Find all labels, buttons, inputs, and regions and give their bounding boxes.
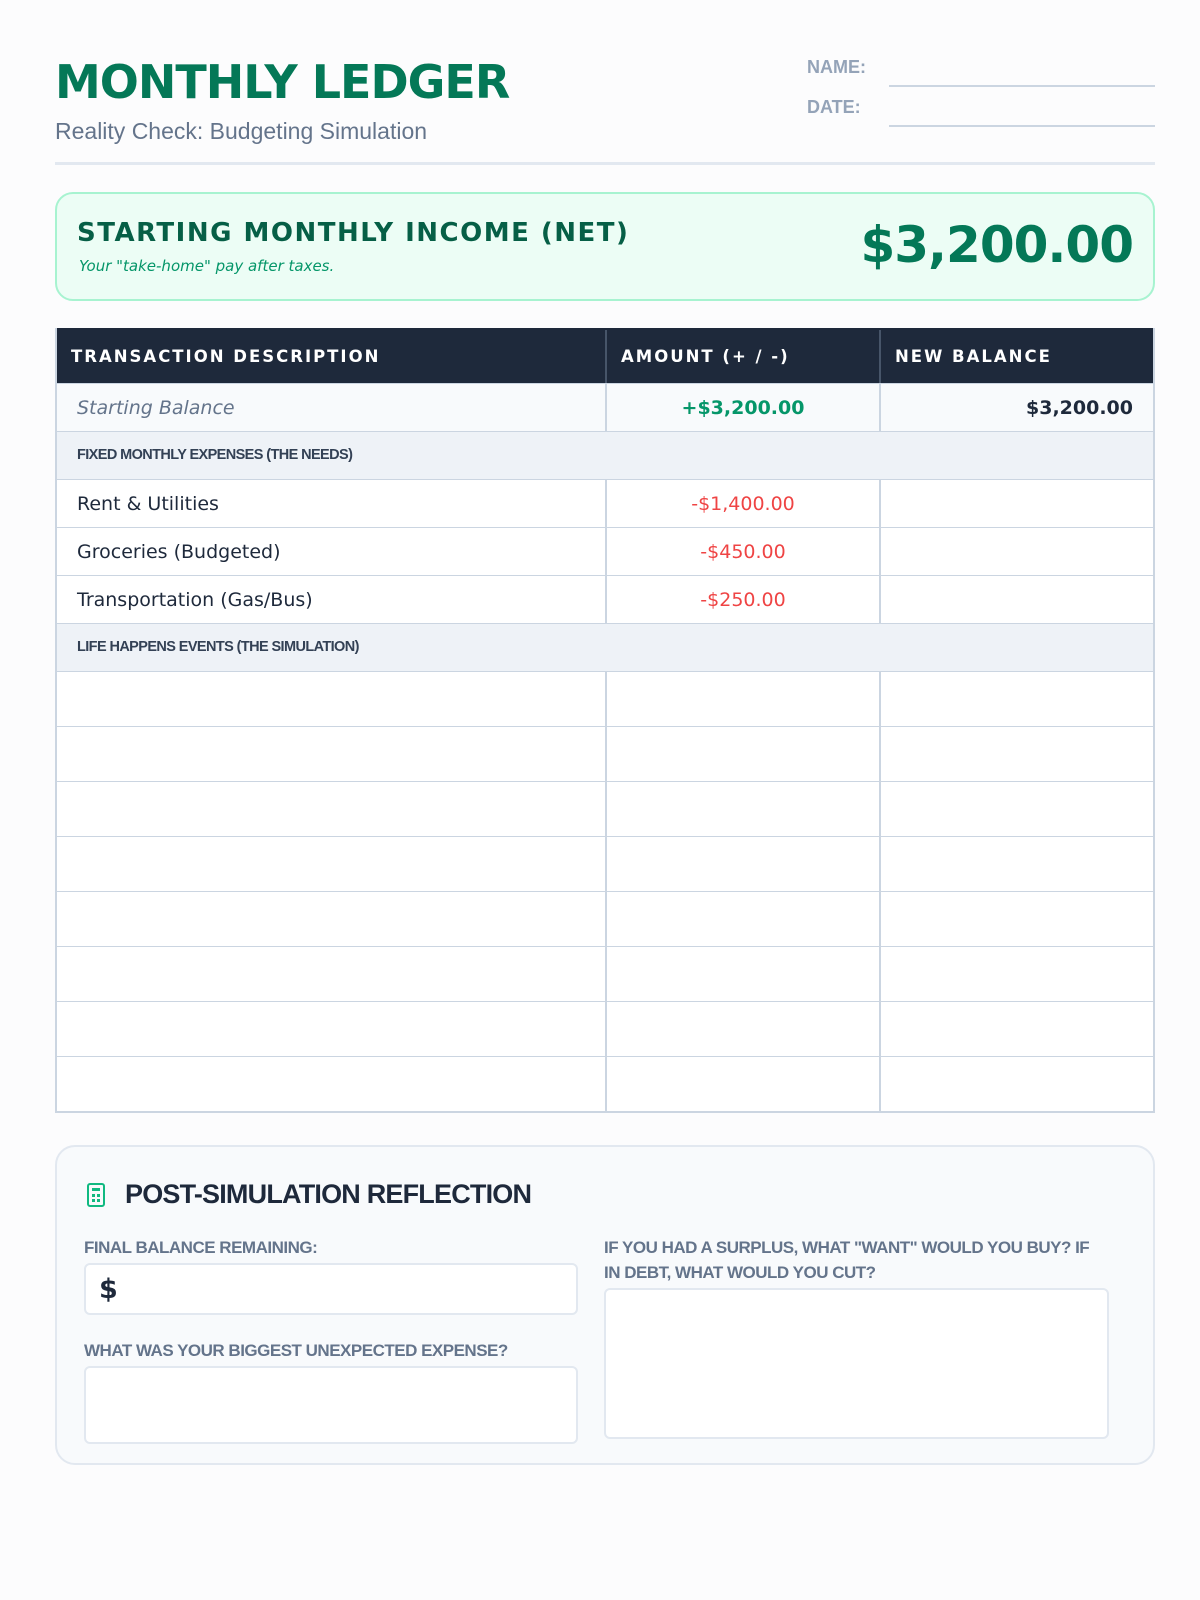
blank-amount-cell[interactable]	[607, 837, 881, 891]
ledger-table	[55, 328, 1155, 1113]
dollar-sign: $	[99, 1274, 118, 1305]
final-balance-input[interactable]	[84, 1263, 578, 1315]
income-subtitle: Your "take-home" pay after taxes.	[79, 257, 335, 275]
starting-description: Starting Balance	[57, 384, 607, 431]
table-row	[57, 479, 1153, 527]
blank-row	[57, 671, 1153, 726]
blank-amount-cell[interactable]	[607, 1002, 881, 1056]
section-label: FIXED MONTHLY EXPENSES (THE NEEDS)	[77, 447, 353, 463]
blank-row	[57, 781, 1153, 836]
section-life-events	[57, 623, 1153, 671]
date-field	[807, 97, 1155, 127]
blank-balance-cell[interactable]	[881, 892, 1153, 946]
column-header-balance: NEW BALANCE	[895, 347, 1052, 366]
blank-amount-cell[interactable]	[607, 782, 881, 836]
column-header-amount: AMOUNT (+ / -)	[607, 330, 881, 383]
income-amount: $3,200.00	[860, 216, 1133, 274]
blank-description-cell[interactable]	[57, 1002, 607, 1056]
page-subtitle: Reality Check: Budgeting Simulation	[55, 118, 428, 144]
page-title: MONTHLY LEDGER	[55, 55, 510, 109]
final-balance-label: FINAL BALANCE REMAINING:	[84, 1238, 318, 1257]
blank-balance-cell[interactable]	[881, 727, 1153, 781]
blank-description-cell[interactable]	[57, 672, 607, 726]
blank-row	[57, 946, 1153, 1001]
income-card	[55, 192, 1155, 301]
blank-amount-cell[interactable]	[607, 947, 881, 1001]
blank-balance-cell[interactable]	[881, 1057, 1153, 1111]
blank-row	[57, 726, 1153, 781]
reflection-title: POST-SIMULATION REFLECTION	[125, 1179, 532, 1209]
table-row	[57, 527, 1153, 575]
row-amount: -$250.00	[607, 576, 881, 623]
blank-description-cell[interactable]	[57, 1057, 607, 1111]
blank-description-cell[interactable]	[57, 782, 607, 836]
name-field	[807, 57, 1155, 87]
blank-amount-cell[interactable]	[607, 727, 881, 781]
blank-balance-cell[interactable]	[881, 672, 1153, 726]
blank-row	[57, 891, 1153, 946]
table-row-starting-balance	[57, 383, 1153, 431]
blank-description-cell[interactable]	[57, 892, 607, 946]
biggest-expense-input[interactable]	[84, 1366, 578, 1444]
blank-amount-cell[interactable]	[607, 672, 881, 726]
biggest-expense-label: WHAT WAS YOUR BIGGEST UNEXPECTED EXPENSE?	[84, 1341, 508, 1360]
section-fixed-expenses	[57, 431, 1153, 479]
blank-description-cell[interactable]	[57, 837, 607, 891]
row-balance-cell[interactable]	[881, 480, 1153, 527]
row-description: Transportation (Gas/Bus)	[57, 576, 607, 623]
table-row	[57, 575, 1153, 623]
row-balance-cell[interactable]	[881, 528, 1153, 575]
surplus-answer-input[interactable]	[604, 1288, 1109, 1439]
name-label: NAME:	[807, 57, 866, 77]
blank-description-cell[interactable]	[57, 727, 607, 781]
blank-description-cell[interactable]	[57, 947, 607, 1001]
blank-balance-cell[interactable]	[881, 1002, 1153, 1056]
blank-balance-cell[interactable]	[881, 782, 1153, 836]
date-label: DATE:	[807, 97, 861, 117]
row-amount: -$1,400.00	[607, 480, 881, 527]
page-header	[55, 55, 1155, 165]
blank-row	[57, 1056, 1153, 1111]
starting-balance: $3,200.00	[1026, 396, 1133, 419]
row-description: Rent & Utilities	[57, 480, 607, 527]
date-line[interactable]	[889, 99, 1155, 127]
blank-amount-cell[interactable]	[607, 892, 881, 946]
blank-balance-cell[interactable]	[881, 837, 1153, 891]
row-amount: -$450.00	[607, 528, 881, 575]
blank-amount-cell[interactable]	[607, 1057, 881, 1111]
blank-row	[57, 1001, 1153, 1056]
reflection-panel	[55, 1145, 1155, 1465]
surplus-question-label: IF YOU HAD A SURPLUS, WHAT "WANT" WOULD YOU BUY? IF IN DEBT, WHAT WOULD YOU CUT?	[604, 1238, 1090, 1282]
income-title: STARTING MONTHLY INCOME (NET)	[77, 218, 630, 248]
section-label: LIFE HAPPENS EVENTS (THE SIMULATION)	[77, 639, 359, 655]
starting-amount: +$3,200.00	[607, 384, 881, 431]
blank-balance-cell[interactable]	[881, 947, 1153, 1001]
name-line[interactable]	[889, 59, 1155, 87]
table-header-row	[57, 328, 1153, 383]
row-balance-cell[interactable]	[881, 576, 1153, 623]
column-header-description: TRANSACTION DESCRIPTION	[57, 330, 607, 383]
blank-row	[57, 836, 1153, 891]
row-description: Groceries (Budgeted)	[57, 528, 607, 575]
calculator-icon	[87, 1183, 105, 1207]
